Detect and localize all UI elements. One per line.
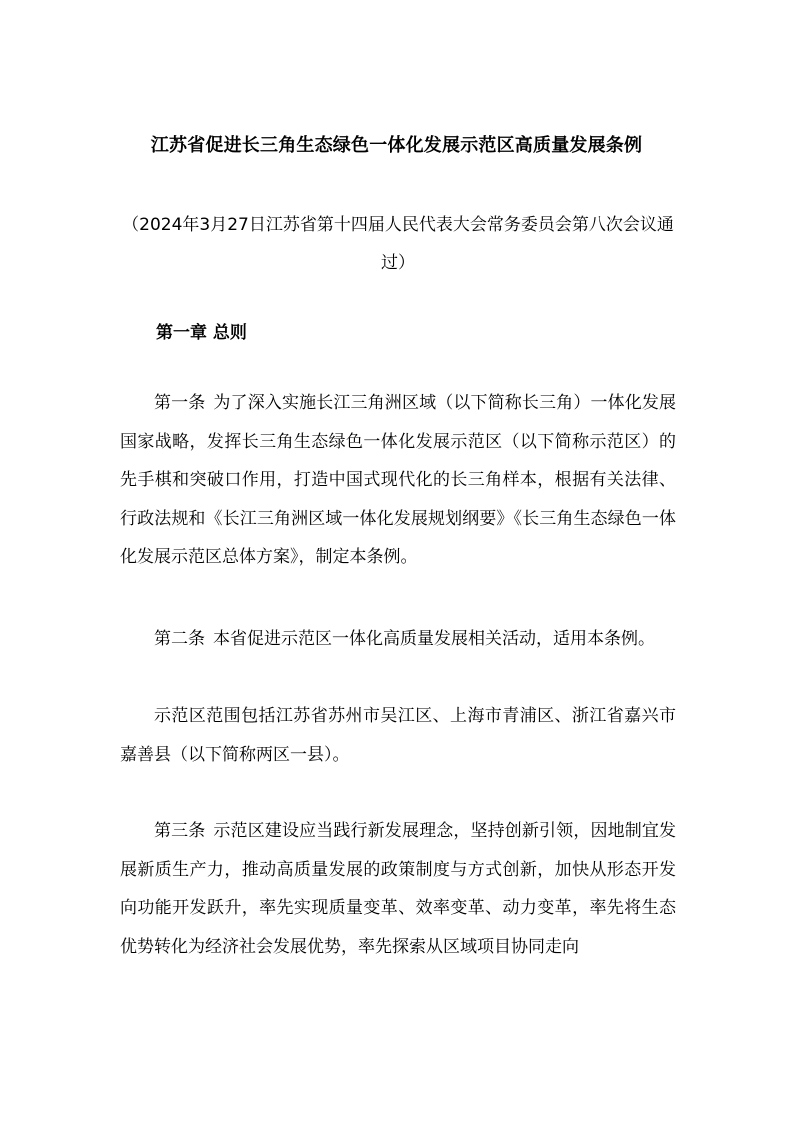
article-2-scope-paragraph bbox=[120, 697, 676, 774]
article-number: 第二条 bbox=[154, 629, 205, 649]
article-text: 本省促进示范区一体化高质量发展相关活动，适用本条例。 bbox=[213, 629, 655, 649]
chapter-heading: 第一章 总则 bbox=[156, 323, 247, 343]
article-text: 为了深入实施长江三角洲区域（以下简称长三角）一体化发展国家战略，发挥长三角生态绿色一体化发展示范区（以下简称示范区）的先手棋和突破口作用，打造中国式现代化的长三角样本，根据有关法律、行政法规和《长江三角洲区域一体化发展规划纲要》《长三角生态绿色一体化发展示范区总体方案》，制定本条例。 bbox=[120, 393, 677, 567]
article-3-paragraph bbox=[120, 812, 676, 966]
article-1-paragraph bbox=[120, 384, 676, 577]
article-2-paragraph bbox=[120, 620, 676, 659]
document-title: 江苏省促进长三角生态绿色一体化发展示范区高质量发展条例 bbox=[150, 135, 643, 156]
article-text: 示范区建设应当践行新发展理念，坚持创新引领，因地制宜发展新质生产力，推动高质量发展的政策制度与方式创新，加快从形态开发向功能开发跃升，率先实现质量变革、效率变革、动力变革，率先将生态优势转化为经济社会发展优势，率先探索从区域项目协同走向 bbox=[120, 821, 677, 957]
adoption-note: （2024年3月27日江苏省第十四届人民代表大会常务委员会第八次会议通过） bbox=[122, 215, 674, 273]
article-text: 示范区范围包括江苏省苏州市吴江区、上海市青浦区、浙江省嘉兴市嘉善县（以下简称两区一县）。 bbox=[120, 706, 676, 765]
article-number: 第三条 bbox=[154, 821, 206, 841]
article-number: 第一条 bbox=[154, 393, 206, 413]
